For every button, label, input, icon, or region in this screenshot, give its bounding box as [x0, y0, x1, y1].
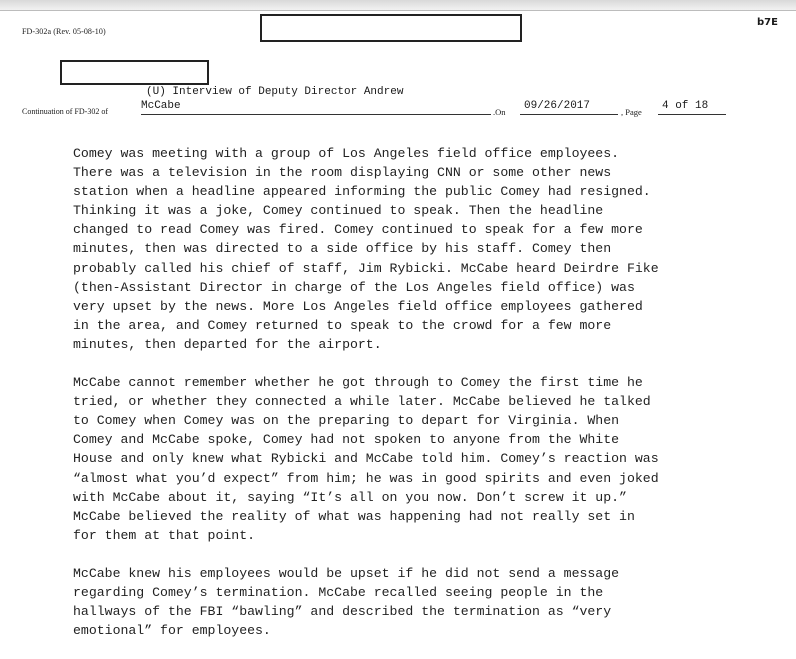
- text-line: House and only knew what Rybicki and McCabe told him. Comey’s reaction was: [73, 451, 659, 467]
- text-line: hallways of the FBI “bawling” and described the termination as “very: [73, 604, 612, 620]
- text-line: probably called his chief of staff, Jim Rybicki. McCabe heard Deirdre Fike: [73, 260, 659, 276]
- text-line: Thinking it was a joke, Comey continued to speak. Then the headline: [73, 203, 604, 219]
- text-line: McCabe knew his employees would be upset if he did not send a message: [73, 565, 620, 581]
- exemption-code: b7E: [757, 17, 778, 28]
- paragraph-2: [73, 373, 713, 545]
- text-line: McCabe believed the reality of what was happening had not really set in: [73, 508, 635, 524]
- text-line: “almost what you’d expect” from him; he was in good spirits and even joked: [73, 470, 659, 486]
- text-line: minutes, then departed for the airport.: [73, 336, 382, 352]
- document-body: [73, 144, 713, 659]
- paragraph-1: [73, 144, 713, 354]
- text-line: in the area, and Comey returned to speak to the crowd for a few more: [73, 317, 612, 333]
- text-line: Comey was meeting with a group of Los Angeles field office employees.: [73, 146, 620, 161]
- text-line: regarding Comey’s termination. McCabe recalled seeing people in the: [73, 584, 604, 600]
- continuation-label: Continuation of FD-302 of: [22, 107, 108, 116]
- page-number: 4 of 18: [662, 100, 709, 112]
- form-id: FD-302a (Rev. 05-08-10): [22, 27, 106, 36]
- text-line: very upset by the news. More Los Angeles field office employees gathered: [73, 298, 643, 314]
- redaction-box-left: [60, 60, 209, 85]
- text-line: (then-Assistant Director in charge of the Los Angeles field office) was: [73, 279, 635, 295]
- redaction-box-top: [260, 14, 522, 42]
- text-line: with McCabe about it, saying “It’s all on you now. Don’t screw it up.”: [73, 489, 627, 505]
- text-line: emotional” for employees.: [73, 623, 271, 639]
- interview-date: 09/26/2017: [524, 100, 591, 112]
- subject-line-2: McCabe: [141, 100, 181, 112]
- text-line: to Comey when Comey was on the preparing to depart for Virginia. When: [73, 413, 620, 429]
- text-line: changed to read Comey was fired. Comey continued to speak for a few more: [73, 222, 643, 238]
- date-underline: [520, 114, 618, 115]
- paragraph-3: [73, 564, 713, 640]
- page-label: , Page: [621, 107, 642, 117]
- text-line: station when a headline appeared informing the public Comey had resigned.: [73, 184, 651, 200]
- on-label: .On: [493, 107, 506, 117]
- subject-underline: [141, 114, 491, 115]
- text-line: for them at that point.: [73, 527, 256, 543]
- text-line: minutes, then was directed to a side office by his staff. Comey then: [73, 241, 612, 257]
- text-line: McCabe cannot remember whether he got through to Comey the first time he: [73, 375, 643, 391]
- text-line: tried, or whether they connected a while later. McCabe believed he talked: [73, 394, 651, 410]
- subject-line-1: (U) Interview of Deputy Director Andrew: [146, 86, 404, 98]
- page-underline: [658, 114, 726, 115]
- text-line: There was a television in the room displaying CNN or some other news: [73, 165, 612, 181]
- window-top-edge: [0, 0, 796, 11]
- text-line: Comey and McCabe spoke, Comey had not spoken to anyone from the White: [73, 432, 620, 448]
